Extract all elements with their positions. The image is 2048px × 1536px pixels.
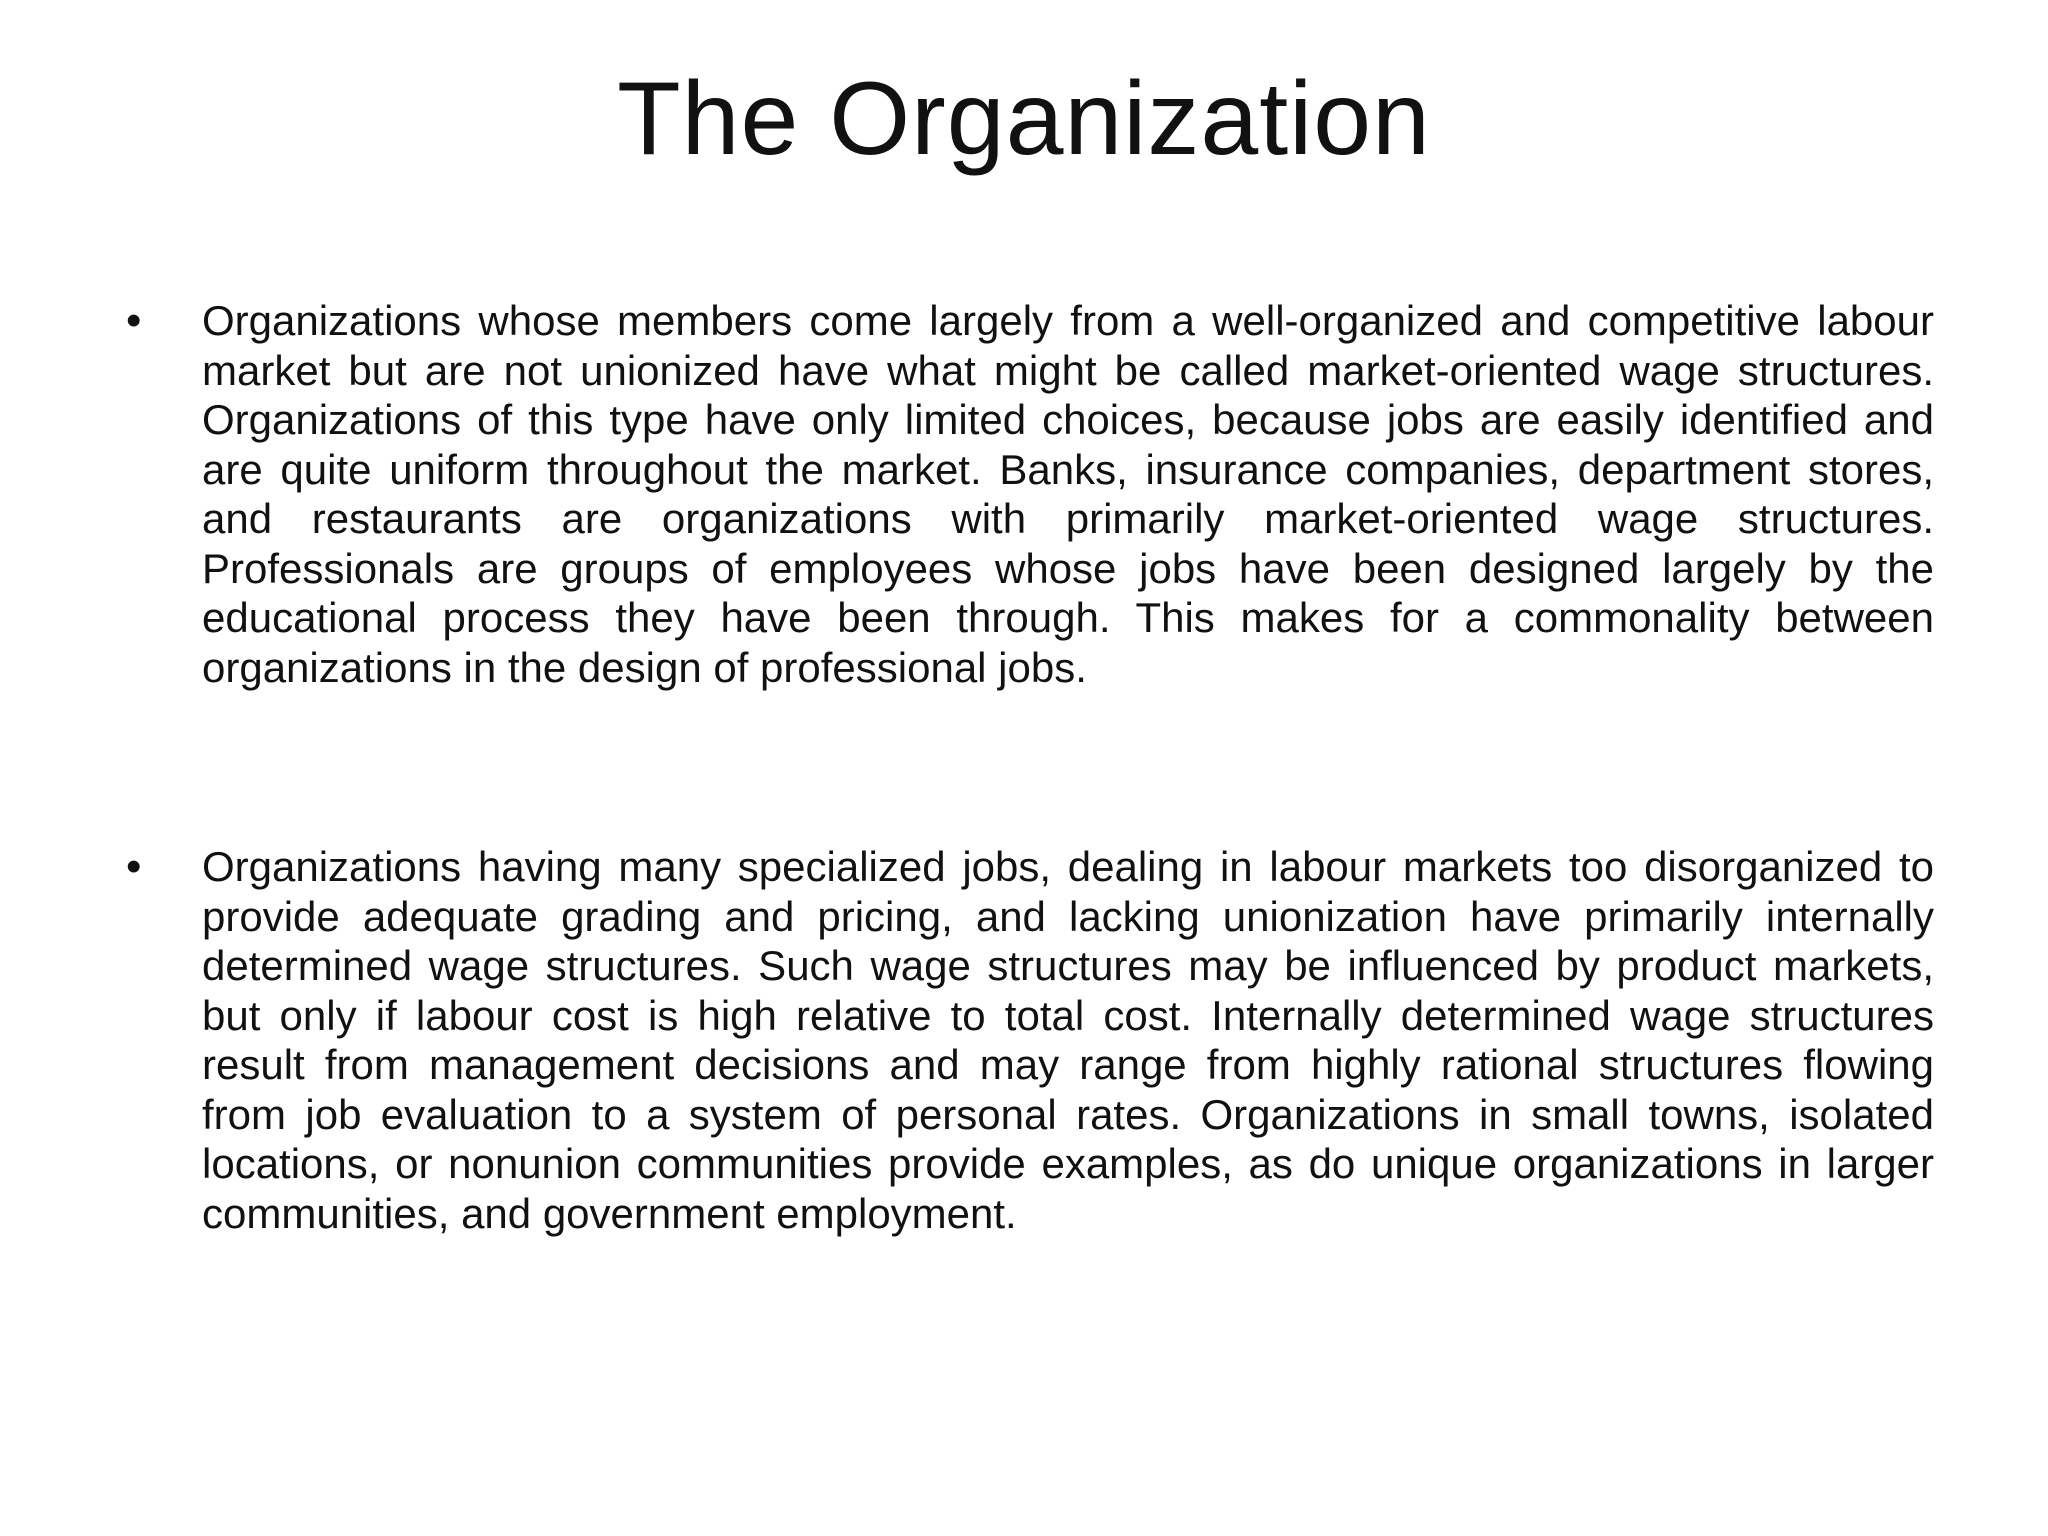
bullet-text-internally-determined: Organizations having many specialized jobs, dealing in labour markets too disorganized to provide adequate grading and pricing, and lacking unionization have primarily internally determined wage structures. Such wage structures may be influenced by product markets, but only if labour cost is high relative to total cost. Internally determined wage structures result from management decisions and may range from highly rational structures flowing from job evaluation to a system of personal rates. Organizations in small towns, isolated locations, or nonunion communities provide examples, as do unique organizations in larger communities, and government employment. [202,843,1934,1237]
bullet-item-1 [126,296,1934,692]
bullet-item-2 [126,842,1934,1238]
bullet-marker: • [126,296,142,345]
bullet-list [126,296,1934,1238]
bullet-marker: • [126,842,142,891]
bullet-text-market-oriented: Organizations whose members come largely from a well-organized and competitive labour market but are not unionized have what might be called market-oriented wage structures. Organizations of this type have only limited choices, because jobs are easily identified and are quite uniform throughout the market. Banks, insurance companies, department stores, and restaurants are organizations with primarily market-oriented wage structures. Professionals are groups of employees whose jobs have been designed largely by the educational process they have been through. This makes for a commonality between organizations in the design of professional jobs. [202,297,1934,691]
slide-title: The Organization [617,61,1431,177]
